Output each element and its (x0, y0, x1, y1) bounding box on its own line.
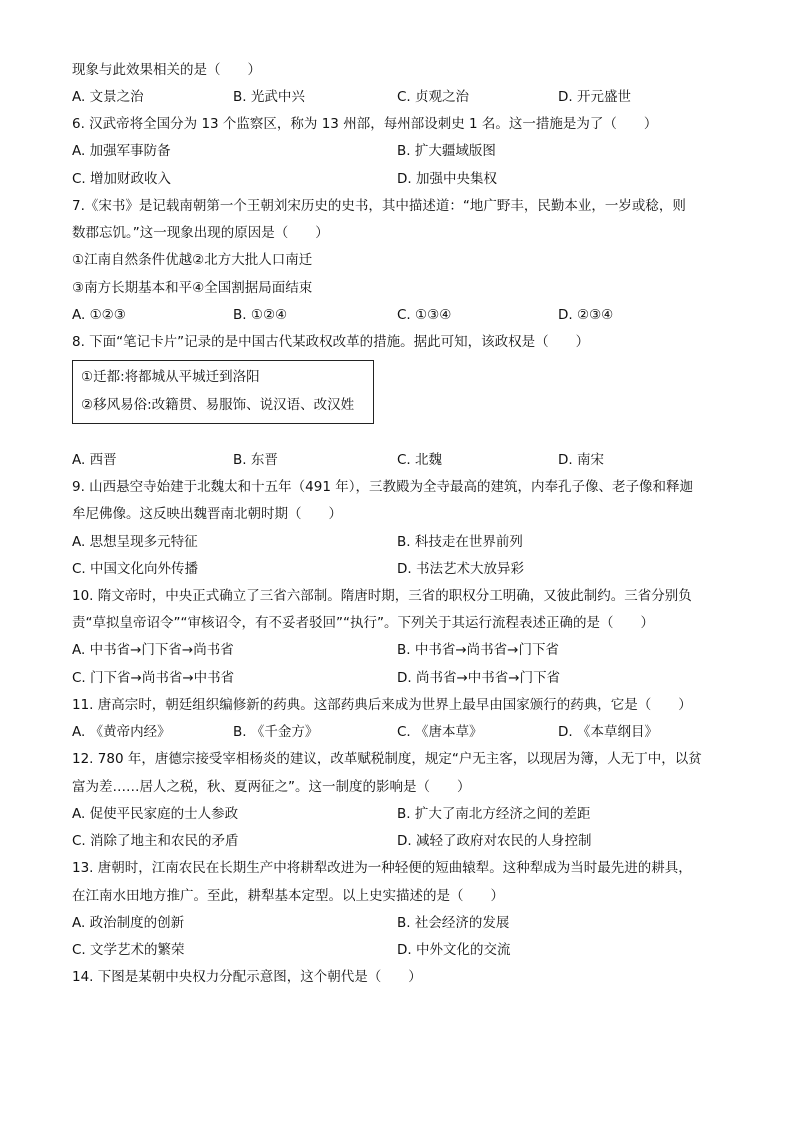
q9-stem-line2: 牟尼佛像。这反映出魏晋南北朝时期（ ） (72, 506, 342, 522)
q13-option-d[interactable]: D. 中外文化的交流 (397, 942, 511, 958)
q11-option-c[interactable]: C. 《唐本草》 (397, 724, 483, 740)
q6-option-a[interactable]: A. 加强军事防备 (72, 143, 171, 159)
q12-option-c[interactable]: C. 消除了地主和农民的矛盾 (72, 833, 239, 849)
q7-stem-line1: 7.《宋书》是记载南朝第一个王朝刘宋历史的史书，其中描述道：“地广野丰，民勤本业，一岁或稔，则 (72, 198, 686, 214)
q11-option-b[interactable]: B. 《千金方》 (233, 724, 319, 740)
q13-stem-line2: 在江南水田地方推广。至此，耕犁基本定型。以上史实描述的是（ ） (72, 888, 504, 904)
q8-stem: 8. 下面“笔记卡片”记录的是中国古代某政权改革的措施。据此可知，该政权是（ ） (72, 334, 590, 350)
q11-stem: 11. 唐高宗时，朝廷组织编修新的药典。这部药典后来成为世界上最早由国家颁行的药典，它是（ ） (72, 697, 692, 713)
q10-stem-line1: 10. 隋文帝时，中央正式确立了三省六部制。隋唐时期，三省的职权分工明确，又彼此制约。三省分别负 (72, 588, 692, 604)
q5-option-b[interactable]: B. 光武中兴 (233, 89, 305, 105)
q10-option-c[interactable]: C. 门下省→尚书省→中书省 (72, 670, 235, 686)
q11-option-d[interactable]: D. 《本草纲目》 (558, 724, 658, 740)
q10-option-b[interactable]: B. 中书省→尚书省→门下省 (397, 642, 559, 658)
q12-option-a[interactable]: A. 促使平民家庭的士人参政 (72, 806, 239, 822)
q5-option-d[interactable]: D. 开元盛世 (558, 89, 631, 105)
q5-option-a[interactable]: A. 文景之治 (72, 89, 144, 105)
q10-stem-line2: 责“草拟皇帝诏令”“审核诏令，有不妥者驳回”“执行”。下列关于其运行流程表述正确的是（ ） (72, 615, 654, 631)
q9-option-c[interactable]: C. 中国文化向外传播 (72, 561, 199, 577)
q9-option-d[interactable]: D. 书法艺术大放异彩 (397, 561, 524, 577)
q13-option-c[interactable]: C. 文学艺术的繁荣 (72, 942, 185, 958)
q7-item-1: ①江南自然条件优越②北方大批人口南迁 (72, 252, 313, 268)
q13-option-b[interactable]: B. 社会经济的发展 (397, 915, 510, 931)
q6-option-c[interactable]: C. 增加财政收入 (72, 171, 172, 187)
q9-stem-line1: 9. 山西悬空寺始建于北魏太和十五年（491 年），三教殿为全寺最高的建筑，内奉孔子像、老子像和释迦 (72, 479, 693, 495)
q7-option-a[interactable]: A. ①②③ (72, 307, 126, 323)
q8-option-b[interactable]: B. 东晋 (233, 452, 278, 468)
q6-option-b[interactable]: B. 扩大疆域版图 (397, 143, 496, 159)
q13-option-a[interactable]: A. 政治制度的创新 (72, 915, 185, 931)
q14-stem: 14. 下图是某朝中央权力分配示意图，这个朝代是（ ） (72, 969, 422, 985)
q8-option-a[interactable]: A. 西晋 (72, 452, 117, 468)
note-card (72, 360, 374, 424)
q10-option-a[interactable]: A. 中书省→门下省→尚书省 (72, 642, 234, 658)
q13-stem-line1: 13. 唐朝时，江南农民在长期生产中将耕犁改进为一种轻便的短曲辕犁。这种犁成为当时最先进的耕具， (72, 860, 692, 876)
q6-option-d[interactable]: D. 加强中央集权 (397, 171, 497, 187)
q5-stem-tail: 现象与此效果相关的是（ ） (72, 62, 261, 78)
q8-option-d[interactable]: D. 南宋 (558, 452, 604, 468)
note-card-line-2: ②移风易俗:改籍贯、易服饰、说汉语、改汉姓 (81, 397, 355, 413)
note-card-line-1: ①迁都:将都城从平城迁到洛阳 (81, 369, 260, 385)
q9-option-b[interactable]: B. 科技走在世界前列 (397, 534, 523, 550)
q7-option-b[interactable]: B. ①②④ (233, 307, 288, 323)
q6-stem: 6. 汉武帝将全国分为 13 个监察区，称为 13 州部，每州部设刺史 1 名。这一措施是为了（ ） (72, 116, 658, 132)
q12-option-d[interactable]: D. 减轻了政府对农民的人身控制 (397, 833, 592, 849)
q8-option-c[interactable]: C. 北魏 (397, 452, 443, 468)
q7-stem-line2: 数郡忘饥。”这一现象出现的原因是（ ） (72, 225, 329, 241)
q12-stem-line1: 12. 780 年，唐德宗接受宰相杨炎的建议，改革赋税制度，规定“户无主客，以现居为簿，人无丁中，以贫 (72, 751, 702, 767)
q9-option-a[interactable]: A. 思想呈现多元特征 (72, 534, 198, 550)
q12-stem-line2: 富为差……居人之税，秋、夏两征之”。这一制度的影响是（ ） (72, 779, 471, 795)
q5-option-c[interactable]: C. 贞观之治 (397, 89, 470, 105)
q7-option-c[interactable]: C. ①③④ (397, 307, 452, 323)
q10-option-d[interactable]: D. 尚书省→中书省→门下省 (397, 670, 561, 686)
q12-option-b[interactable]: B. 扩大了南北方经济之间的差距 (397, 806, 591, 822)
q7-item-2: ③南方长期基本和平④全国割据局面结束 (72, 280, 313, 296)
q7-option-d[interactable]: D. ②③④ (558, 307, 614, 323)
q11-option-a[interactable]: A. 《黄帝内经》 (72, 724, 171, 740)
